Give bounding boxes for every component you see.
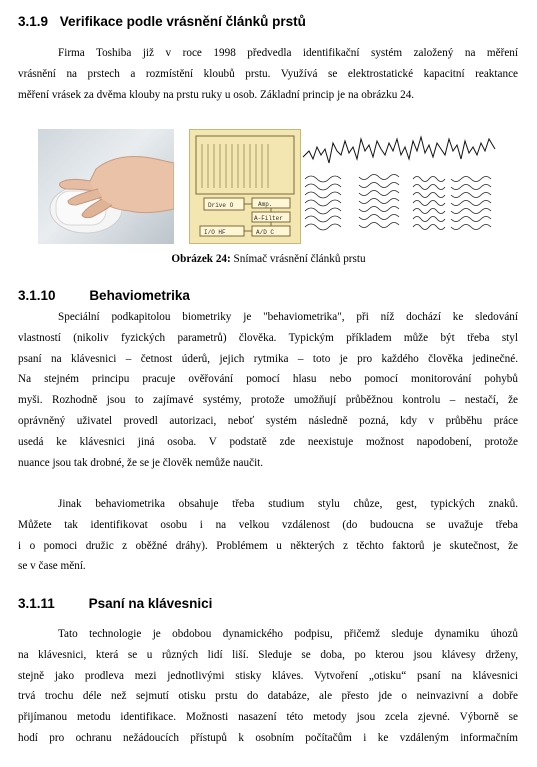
text-line: i o pomoci družic z oběžné dráhy). Problémem u některých z těchto faktorů je skutečnost, že [18, 539, 518, 552]
text-line: nuance jsou tak drobné, že se je člověk nemůže naučit. [18, 456, 264, 469]
sensor-diagram [189, 129, 301, 244]
paragraph-behaviometrika-1 [18, 307, 518, 473]
figure-label: Obrázek 24: [171, 253, 231, 265]
text-line: přijímanou metodu identifikace. Možnosti nasazení této metody jsou zcela zjevné. Výborně se [18, 711, 518, 724]
section-heading-3-1-10 [18, 288, 190, 304]
text-line: hodí pro ochranu nežádoucích přístupů k osobním počítačům i ke vzdáleným informačním [18, 731, 518, 744]
svg-text:A/D C: A/D C [256, 229, 275, 236]
section-number: 3.1.9 [18, 14, 49, 29]
paragraph-behaviometrika-2 [18, 494, 518, 577]
figure-caption [0, 251, 537, 267]
paragraph-keyboard [18, 624, 518, 749]
hand-on-sensor-photo [38, 129, 174, 244]
svg-text:Drive O: Drive O [208, 202, 234, 209]
text-line: oprávněný uživatel provedl autorizaci, neboť systém následně pozná, kdy v průběhu práce [18, 414, 518, 427]
text-line: myši. Rozhodně jsou to zajímavé systémy, protože umožňují průběžnou kontrolu – nestačí, že [18, 394, 518, 407]
text-line: se v čase mění. [18, 560, 86, 573]
text-line: měření vrásek za dvěma klouby na prstu ruky u osob. Základní princip je na obrázku 24. [18, 88, 415, 101]
svg-text:Amp.: Amp. [258, 201, 273, 208]
section-number: 3.1.11 [18, 596, 55, 611]
section-number: 3.1.10 [18, 288, 56, 303]
svg-text:I/O HF: I/O HF [204, 229, 226, 236]
figure-24 [38, 129, 498, 244]
text-line: psaní na klávesnici – četnost úderů, jejich rytmika – toto je pro každého člověka jedinečné. [18, 352, 518, 365]
figure-caption-text: Snímač vrásnění článků prstu [233, 253, 366, 265]
text-line: trvá trochu déle než sejmutí otisku prstu do databáze, ale přesto jde o neinvazivní a dobře [18, 690, 518, 703]
section-title: Behaviometrika [89, 288, 190, 303]
text-line: stejně jako prodleva mezi jednotlivými stisky kláves. Vytvoření „otisku“ psaní na klávesnici [18, 669, 518, 682]
text-line: na klávesnici, která se u různých lidí liší. Sleduje se doba, po kterou jsou klávesy drženy, [18, 648, 518, 661]
text-line: Tato technologie je obdobou dynamického podpisu, přičemž sleduje dynamiku úhozů [58, 628, 518, 640]
text-line: vlastností (nikoliv fyzických parametrů) člověka. Typickým příkladem může být třeba styl [18, 331, 518, 344]
text-line: Můžete tak identifikovat osobu i na velkou vzdálenost (do budoucna se uvažuje třeba [18, 518, 518, 531]
section-title: Verifikace podle vrásnění článků prstů [59, 14, 306, 29]
paragraph-toshiba [18, 43, 518, 105]
text-line: Firma Toshiba již v roce 1998 předvedla identifikační systém založený na měření [58, 47, 518, 59]
text-line: usedá ke klávesnici jiná osoba. V podstatě zde neexistuje možnost napodobení, protože [18, 435, 518, 448]
section-heading-3-1-11 [18, 596, 212, 612]
text-line: Speciální podkapitolou biometriky je "behaviometrika", při níž dochází ke sledování [58, 311, 518, 323]
text-line: Na stejném principu pracuje ověřování pomocí hlasu nebo pomocí monitorování pohybů [18, 373, 518, 386]
text-line: vrásnění na prstech a rozmístění kloubů prstu. Využívá se elektrostatické kapacitní reaktance [18, 67, 518, 80]
section-heading-3-1-9 [18, 14, 306, 30]
finger-wrinkle-signal-image [301, 129, 498, 244]
section-title: Psaní na klávesnici [88, 596, 213, 611]
svg-text:A-Filter: A-Filter [254, 215, 283, 222]
text-line: Jinak behaviometrika obsahuje třeba studium stylu chůze, gest, typických znaků. [58, 498, 518, 510]
